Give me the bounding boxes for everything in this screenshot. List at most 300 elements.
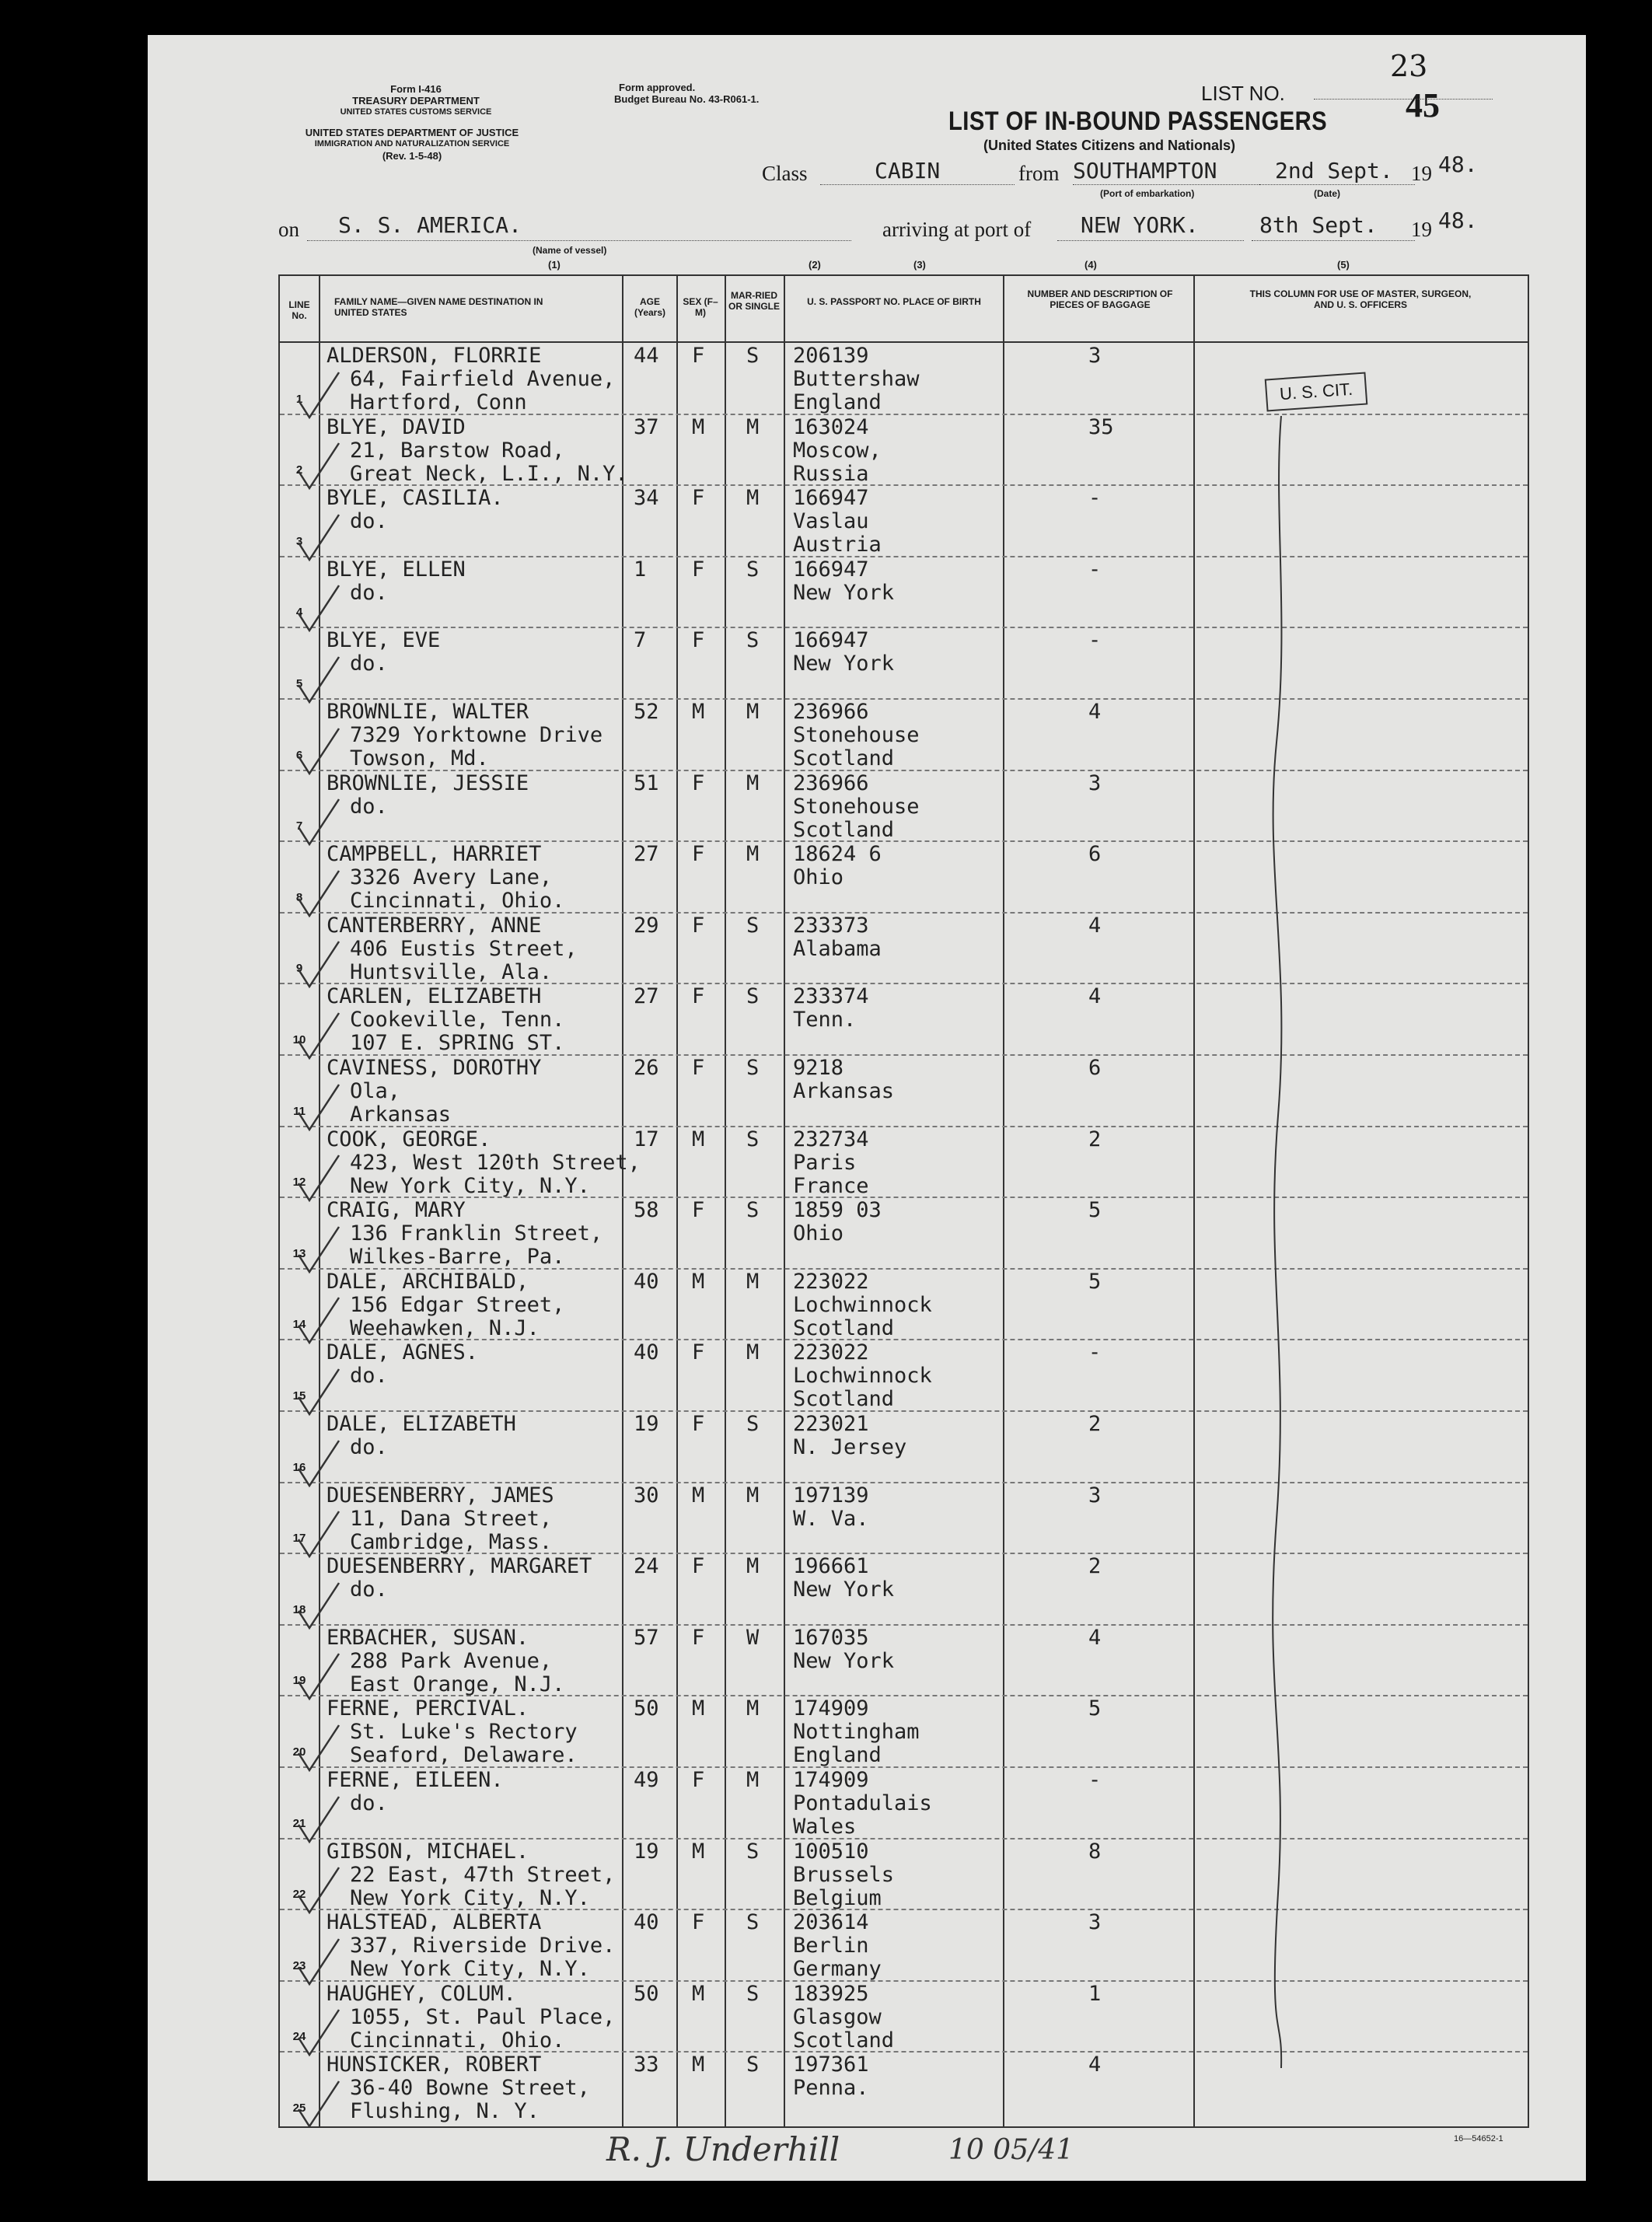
passport-number: 232734 — [793, 1127, 869, 1151]
date-caption: (Date) — [1314, 188, 1341, 199]
sex: F — [692, 1198, 705, 1223]
sex: F — [692, 628, 705, 653]
age: 33 — [634, 2053, 659, 2077]
baggage-count: 2 — [1088, 1127, 1102, 1151]
passport-number: 166947 — [793, 628, 869, 653]
year-prefix: 19 — [1411, 162, 1432, 185]
line-number: 3 — [295, 534, 303, 548]
passenger-name: DALE, ELIZABETH — [327, 1412, 516, 1436]
embarkation-year: 48. — [1438, 152, 1478, 177]
passenger-name: CAVINESS, DOROTHY — [327, 1056, 542, 1080]
officer-column-mark — [1197, 416, 1353, 2072]
line-number: 18 — [292, 1602, 306, 1616]
baggage-count: - — [1088, 486, 1102, 511]
col-num-2: (2) — [809, 259, 821, 271]
age: 52 — [634, 700, 659, 724]
age: 50 — [634, 1696, 659, 1721]
sex: F — [692, 344, 705, 368]
baggage-count: 2 — [1088, 1554, 1102, 1579]
age: 19 — [634, 1412, 659, 1436]
class-label: Class — [762, 162, 808, 185]
address-line-2: Cambridge, Mass. — [350, 1529, 553, 1554]
address-line-2: New York City, N.Y. — [350, 1173, 590, 1198]
birthplace-line-1: Nottingham — [793, 1720, 920, 1745]
sex: F — [692, 557, 705, 582]
sex: M — [692, 1981, 705, 2006]
address-line-2: Huntsville, Ala. — [350, 959, 553, 984]
col-header-sex: SEX (F–M) — [683, 296, 718, 318]
birthplace-line-2: Germany — [793, 1957, 882, 1982]
class-value: CABIN — [875, 158, 941, 183]
birthplace-line-2: Russia — [793, 461, 869, 486]
address-line-1: 11, Dana Street, — [350, 1506, 553, 1531]
address-line-1: 423, West 120th Street, — [350, 1150, 641, 1175]
address-line-2: 107 E. SPRING ST. — [350, 1031, 565, 1056]
birthplace-line-1: New York — [793, 652, 895, 676]
marital-status: S — [746, 2053, 760, 2077]
marital-status: S — [746, 913, 760, 938]
customs-service: UNITED STATES CUSTOMS SERVICE — [340, 107, 492, 117]
baggage-count: 3 — [1088, 1483, 1102, 1508]
address-line-1: 337, Riverside Drive. — [350, 1934, 616, 1958]
birthplace-line-2: Belgium — [793, 1885, 882, 1910]
birthplace-line-1: Vaslau — [793, 509, 869, 534]
passenger-name: CARLEN, ELIZABETH — [327, 984, 542, 1009]
col-header-name: FAMILY NAME—GIVEN NAME DESTINATION IN UNITED STATES — [334, 296, 543, 318]
passenger-name: CAMPBELL, HARRIET — [327, 842, 542, 867]
address-line-1: do. — [350, 794, 388, 819]
age: 30 — [634, 1483, 659, 1508]
birthplace-line-2: Scotland — [793, 1315, 895, 1340]
line-number: 9 — [295, 962, 303, 976]
passenger-name: BYLE, CASILIA. — [327, 486, 504, 511]
birthplace-line-1: New York — [793, 1577, 895, 1602]
marital-status: S — [746, 1198, 760, 1223]
col-header-line: LINE No. — [288, 299, 310, 321]
age: 44 — [634, 344, 659, 368]
marital-status: S — [746, 1839, 760, 1864]
line-number: 11 — [293, 1104, 306, 1118]
address-line-1: do. — [350, 580, 388, 605]
birthplace-line-1: Stonehouse — [793, 723, 920, 747]
port-caption: (Port of embarkation) — [1100, 188, 1195, 199]
col-header-officers: THIS COLUMN FOR USE OF MASTER, SURGEON, AND U. S. OFFICERS — [1249, 288, 1472, 310]
signature-note: 10 05/41 — [948, 2134, 1074, 2166]
passenger-name: BROWNLIE, JESSIE — [327, 770, 529, 795]
birthplace-line-2: Scotland — [793, 2028, 895, 2053]
passport-number: 100510 — [793, 1839, 869, 1864]
age: 40 — [634, 1910, 659, 1935]
birthplace-line-1: Alabama — [793, 936, 882, 961]
birthplace-line-1: Ohio — [793, 1221, 844, 1246]
sex: F — [692, 1412, 705, 1436]
baggage-count: 4 — [1088, 984, 1102, 1009]
baggage-count: 5 — [1088, 1269, 1102, 1294]
address-line-1: Ola, — [350, 1079, 401, 1103]
address-line-2: East Orange, N.J. — [350, 1672, 565, 1696]
line-number: 7 — [295, 819, 303, 833]
passport-number: 167035 — [793, 1625, 869, 1650]
baggage-count: 1 — [1088, 1981, 1102, 2006]
passport-number: 196661 — [793, 1554, 869, 1579]
baggage-count: 5 — [1088, 1198, 1102, 1223]
list-no-label: LIST NO. — [1201, 82, 1285, 105]
line-number: 24 — [292, 2030, 306, 2044]
line-number: 5 — [295, 676, 303, 690]
age: 49 — [634, 1768, 659, 1792]
line-number: 22 — [292, 1888, 306, 1902]
vessel-name: S. S. AMERICA. — [338, 212, 522, 238]
marital-status: S — [746, 628, 760, 653]
birthplace-line-2: England — [793, 390, 882, 414]
age: 17 — [634, 1127, 659, 1151]
passport-number: 18624 6 — [793, 842, 882, 867]
passport-number: 223022 — [793, 1340, 869, 1365]
passenger-name: CRAIG, MARY — [327, 1198, 466, 1223]
from-label: from — [1018, 162, 1060, 185]
marital-status: M — [746, 1340, 760, 1365]
baggage-count: 3 — [1088, 770, 1102, 795]
birthplace-line-2: Wales — [793, 1815, 857, 1839]
marital-status: S — [746, 1056, 760, 1080]
baggage-count: 4 — [1088, 1625, 1102, 1650]
address-line-1: St. Luke's Rectory — [350, 1720, 578, 1745]
line-number: 23 — [292, 1958, 306, 1972]
marital-status: S — [746, 344, 760, 368]
list-title: LIST OF IN-BOUND PASSENGERS — [948, 107, 1328, 136]
passenger-table — [278, 274, 1529, 2128]
col-num-1: (1) — [548, 259, 561, 271]
passport-number: 174909 — [793, 1696, 869, 1721]
address-line-2: Weehawken, N.J. — [350, 1315, 540, 1340]
age: 57 — [634, 1625, 659, 1650]
marital-status: W — [746, 1625, 760, 1650]
birthplace-line-2: Scotland — [793, 817, 895, 842]
officer-signature: R. J. Underhill — [606, 2130, 840, 2168]
address-line-1: do. — [350, 1435, 388, 1459]
birthplace-line-2: Scotland — [793, 746, 895, 770]
baggage-count: 35 — [1088, 414, 1114, 439]
birthplace-line-1: New York — [793, 580, 895, 605]
arriving-label: arriving at port of — [882, 218, 1032, 241]
address-line-1: Cookeville, Tenn. — [350, 1008, 565, 1032]
passport-number: 236966 — [793, 770, 869, 795]
line-number: 20 — [292, 1745, 306, 1759]
baggage-count: 2 — [1088, 1412, 1102, 1436]
marital-status: M — [746, 700, 760, 724]
baggage-count: 4 — [1088, 700, 1102, 724]
baggage-count: 6 — [1088, 1056, 1102, 1080]
baggage-count: - — [1088, 628, 1102, 653]
line-number: 21 — [292, 1816, 306, 1830]
birthplace-line-2: Austria — [793, 533, 882, 557]
address-line-1: 136 Franklin Street, — [350, 1221, 603, 1246]
baggage-count: 8 — [1088, 1839, 1102, 1864]
line-number: 13 — [292, 1246, 306, 1260]
passenger-name: BROWNLIE, WALTER — [327, 700, 529, 724]
col-header-baggage: NUMBER AND DESCRIPTION OF PIECES OF BAGGAGE — [1027, 288, 1173, 310]
address-line-1: 64, Fairfield Avenue, — [350, 367, 616, 391]
sex: M — [692, 700, 705, 724]
sex: F — [692, 770, 705, 795]
passport-number: 166947 — [793, 486, 869, 511]
baggage-count: 4 — [1088, 2053, 1102, 2077]
marital-status: S — [746, 1127, 760, 1151]
birthplace-line-1: Tenn. — [793, 1008, 857, 1032]
address-line-1: 288 Park Avenue, — [350, 1648, 553, 1673]
birthplace-line-1: Stonehouse — [793, 794, 920, 819]
birthplace-line-1: W. Va. — [793, 1506, 869, 1531]
address-line-1: do. — [350, 652, 388, 676]
sex: M — [692, 2053, 705, 2077]
passport-number: 183925 — [793, 1981, 869, 2006]
birthplace-line-1: Brussels — [793, 1862, 895, 1887]
sex: F — [692, 913, 705, 938]
sex: M — [692, 1269, 705, 1294]
address-line-1: do. — [350, 509, 388, 534]
passenger-name: COOK, GEORGE. — [327, 1127, 491, 1151]
address-line-2: Seaford, Delaware. — [350, 1743, 578, 1768]
passport-number: 197361 — [793, 2053, 869, 2077]
sex: M — [692, 1127, 705, 1151]
marital-status: S — [746, 1981, 760, 2006]
passenger-name: BLYE, ELLEN — [327, 557, 466, 582]
passenger-name: CANTERBERRY, ANNE — [327, 913, 542, 938]
sex: F — [692, 1056, 705, 1080]
address-line-1: 36-40 Bowne Street, — [350, 2076, 590, 2101]
address-line-2: New York City, N.Y. — [350, 1885, 590, 1910]
baggage-count: 6 — [1088, 842, 1102, 867]
address-line-2: Hartford, Conn — [350, 390, 527, 414]
marital-status: M — [746, 1269, 760, 1294]
marital-status: M — [746, 486, 760, 511]
address-line-2: Great Neck, L.I., N.Y. — [350, 461, 628, 486]
birthplace-line-1: Lochwinnock — [793, 1364, 932, 1389]
passenger-name: ERBACHER, SUSAN. — [327, 1625, 529, 1650]
passport-number: 174909 — [793, 1768, 869, 1792]
birthplace-line-2: France — [793, 1173, 869, 1198]
col-num-5: (5) — [1337, 259, 1350, 271]
address-line-2: Cincinnati, Ohio. — [350, 889, 565, 914]
sex: F — [692, 1910, 705, 1935]
footer-code: 16—54652-1 — [1454, 2134, 1504, 2143]
baggage-count: - — [1088, 1340, 1102, 1365]
address-line-2: Towson, Md. — [350, 746, 489, 770]
sex: F — [692, 1768, 705, 1792]
arrival-date: 8th Sept. — [1259, 212, 1378, 238]
passenger-name: GIBSON, MICHAEL. — [327, 1839, 529, 1864]
age: 29 — [634, 913, 659, 938]
marital-status: S — [746, 1910, 760, 1935]
baggage-count: - — [1088, 557, 1102, 582]
line-number: 10 — [292, 1032, 306, 1046]
passport-number: 197139 — [793, 1483, 869, 1508]
age: 40 — [634, 1340, 659, 1365]
marital-status: M — [746, 1696, 760, 1721]
sex: M — [692, 1839, 705, 1864]
marital-status: M — [746, 842, 760, 867]
birthplace-line-1: New York — [793, 1648, 895, 1673]
sex: M — [692, 1483, 705, 1508]
address-line-2: Flushing, N. Y. — [350, 2099, 540, 2124]
treasury-dept: TREASURY DEPARTMENT — [352, 95, 480, 107]
col-header-married: MAR-RIED OR SINGLE — [728, 290, 780, 312]
passport-number: 1859 03 — [793, 1198, 882, 1223]
age: 26 — [634, 1056, 659, 1080]
passport-number: 233373 — [793, 913, 869, 938]
marital-status: S — [746, 1412, 760, 1436]
line-number: 6 — [295, 748, 303, 762]
baggage-count: 4 — [1088, 913, 1102, 938]
address-line-1: do. — [350, 1364, 388, 1389]
address-line-1: 21, Barstow Road, — [350, 438, 565, 463]
marital-status: M — [746, 1768, 760, 1792]
marital-status: S — [746, 557, 760, 582]
address-line-1: 7329 Yorktowne Drive — [350, 723, 603, 747]
birthplace-line-1: Buttershaw — [793, 367, 920, 391]
line-number: 16 — [292, 1460, 306, 1474]
passport-number: 236966 — [793, 700, 869, 724]
passenger-name: DUESENBERRY, MARGARET — [327, 1554, 592, 1579]
line-number: 15 — [292, 1389, 306, 1403]
address-line-1: 22 East, 47th Street, — [350, 1862, 616, 1887]
sex: F — [692, 842, 705, 867]
baggage-count: 3 — [1088, 344, 1102, 368]
sex: F — [692, 984, 705, 1009]
arrival-port: NEW YORK. — [1081, 212, 1199, 238]
age: 7 — [634, 628, 647, 653]
passport-number: 223022 — [793, 1269, 869, 1294]
passport-number: 206139 — [793, 344, 869, 368]
passport-number: 163024 — [793, 414, 869, 439]
age: 1 — [634, 557, 647, 582]
us-citizen-stamp: U. S. CIT. — [1265, 372, 1368, 412]
sex: F — [692, 1554, 705, 1579]
marital-status: M — [746, 1483, 760, 1508]
sex: F — [692, 486, 705, 511]
address-line-1: 156 Edgar Street, — [350, 1292, 565, 1317]
line-number: 14 — [292, 1318, 306, 1332]
col-num-4: (4) — [1084, 259, 1097, 271]
passport-number: 223021 — [793, 1412, 869, 1436]
list-subtitle: (United States Citizens and Nationals) — [983, 138, 1236, 153]
check-mark-icon — [295, 2078, 342, 2133]
passport-number: 166947 — [793, 557, 869, 582]
address-line-1: 3326 Avery Lane, — [350, 865, 553, 890]
birthplace-line-1: Glasgow — [793, 2004, 882, 2029]
address-line-1: 1055, St. Paul Place, — [350, 2004, 616, 2029]
line-number: 4 — [295, 606, 303, 620]
on-label: on — [278, 218, 299, 241]
birthplace-line-1: Penna. — [793, 2076, 869, 2101]
line-number: 2 — [295, 463, 303, 477]
age: 58 — [634, 1198, 659, 1223]
passenger-name: HUNSICKER, ROBERT — [327, 2053, 542, 2077]
col-header-age: AGE (Years) — [634, 296, 666, 318]
col-header-passport: U. S. PASSPORT NO. PLACE OF BIRTH — [807, 296, 981, 307]
baggage-count: 3 — [1088, 1910, 1102, 1935]
sex: F — [692, 1625, 705, 1650]
age: 51 — [634, 770, 659, 795]
sex: M — [692, 414, 705, 439]
passenger-name: FERNE, PERCIVAL. — [327, 1696, 529, 1721]
age: 40 — [634, 1269, 659, 1294]
birthplace-line-1: N. Jersey — [793, 1435, 907, 1459]
birthplace-line-1: Moscow, — [793, 438, 882, 463]
embarkation-date: 2nd Sept. — [1275, 158, 1393, 183]
birthplace-line-1: Ohio — [793, 865, 844, 890]
passenger-name: DALE, ARCHIBALD, — [327, 1269, 529, 1294]
passenger-name: ALDERSON, FLORRIE — [327, 344, 542, 368]
baggage-count: 5 — [1088, 1696, 1102, 1721]
birthplace-line-2: Scotland — [793, 1387, 895, 1412]
age: 19 — [634, 1839, 659, 1864]
address-line-2: Wilkes-Barre, Pa. — [350, 1245, 565, 1270]
passport-number: 9218 — [793, 1056, 844, 1080]
line-number: 17 — [292, 1532, 306, 1546]
form-agency-block — [327, 83, 505, 118]
address-line-1: do. — [350, 1791, 388, 1815]
marital-status: M — [746, 1554, 760, 1579]
col-num-3: (3) — [913, 259, 926, 271]
line-number: 19 — [292, 1674, 306, 1688]
page-number: 23 — [1390, 49, 1428, 83]
address-line-1: do. — [350, 1577, 388, 1602]
age: 24 — [634, 1554, 659, 1579]
age: 27 — [634, 842, 659, 867]
birthplace-line-1: Lochwinnock — [793, 1292, 932, 1317]
birthplace-line-1: Paris — [793, 1150, 857, 1175]
age: 34 — [634, 486, 659, 511]
marital-status: S — [746, 984, 760, 1009]
birthplace-line-1: Pontadulais — [793, 1791, 932, 1815]
birthplace-line-1: Berlin — [793, 1934, 869, 1958]
passenger-name: BLYE, EVE — [327, 628, 441, 653]
passenger-name: DALE, AGNES. — [327, 1340, 479, 1365]
justice-block: UNITED STATES DEPARTMENT OF JUSTICE IMMIGRATION AND NATURALIZATION SERVICE (Rev. 1-5-48) — [305, 127, 519, 162]
address-line-1: 406 Eustis Street, — [350, 936, 578, 961]
form-number: Form I-416 — [390, 83, 442, 95]
marital-status: M — [746, 770, 760, 795]
address-line-2: New York City, N.Y. — [350, 1957, 590, 1982]
address-line-2: Cincinnati, Ohio. — [350, 2028, 565, 2053]
passenger-name: BLYE, DAVID — [327, 414, 466, 439]
passport-number: 203614 — [793, 1910, 869, 1935]
line-number: 1 — [295, 392, 303, 406]
sex: M — [692, 1696, 705, 1721]
line-number: 25 — [292, 2101, 306, 2115]
passenger-name: FERNE, EILEEN. — [327, 1768, 504, 1792]
passenger-name: HAUGHEY, COLUM. — [327, 1981, 516, 2006]
embarkation-port: SOUTHAMPTON — [1073, 158, 1217, 183]
list-number: 45 — [1406, 86, 1440, 124]
birthplace-line-2: England — [793, 1743, 882, 1768]
birthplace-line-1: Arkansas — [793, 1079, 895, 1103]
passenger-name: DUESENBERRY, JAMES — [327, 1483, 554, 1508]
manifest-sheet — [148, 35, 1586, 2181]
age: 50 — [634, 1981, 659, 2006]
age: 27 — [634, 984, 659, 1009]
age: 37 — [634, 414, 659, 439]
form-approval: Form approved. Budget Bureau No. 43-R061-1. — [614, 82, 760, 105]
baggage-count: - — [1088, 1768, 1102, 1792]
line-number: 12 — [292, 1176, 306, 1190]
sex: F — [692, 1340, 705, 1365]
arrival-year: 48. — [1438, 208, 1478, 233]
passport-number: 233374 — [793, 984, 869, 1009]
vessel-caption: (Name of vessel) — [533, 245, 607, 256]
passenger-name: HALSTEAD, ALBERTA — [327, 1910, 542, 1935]
